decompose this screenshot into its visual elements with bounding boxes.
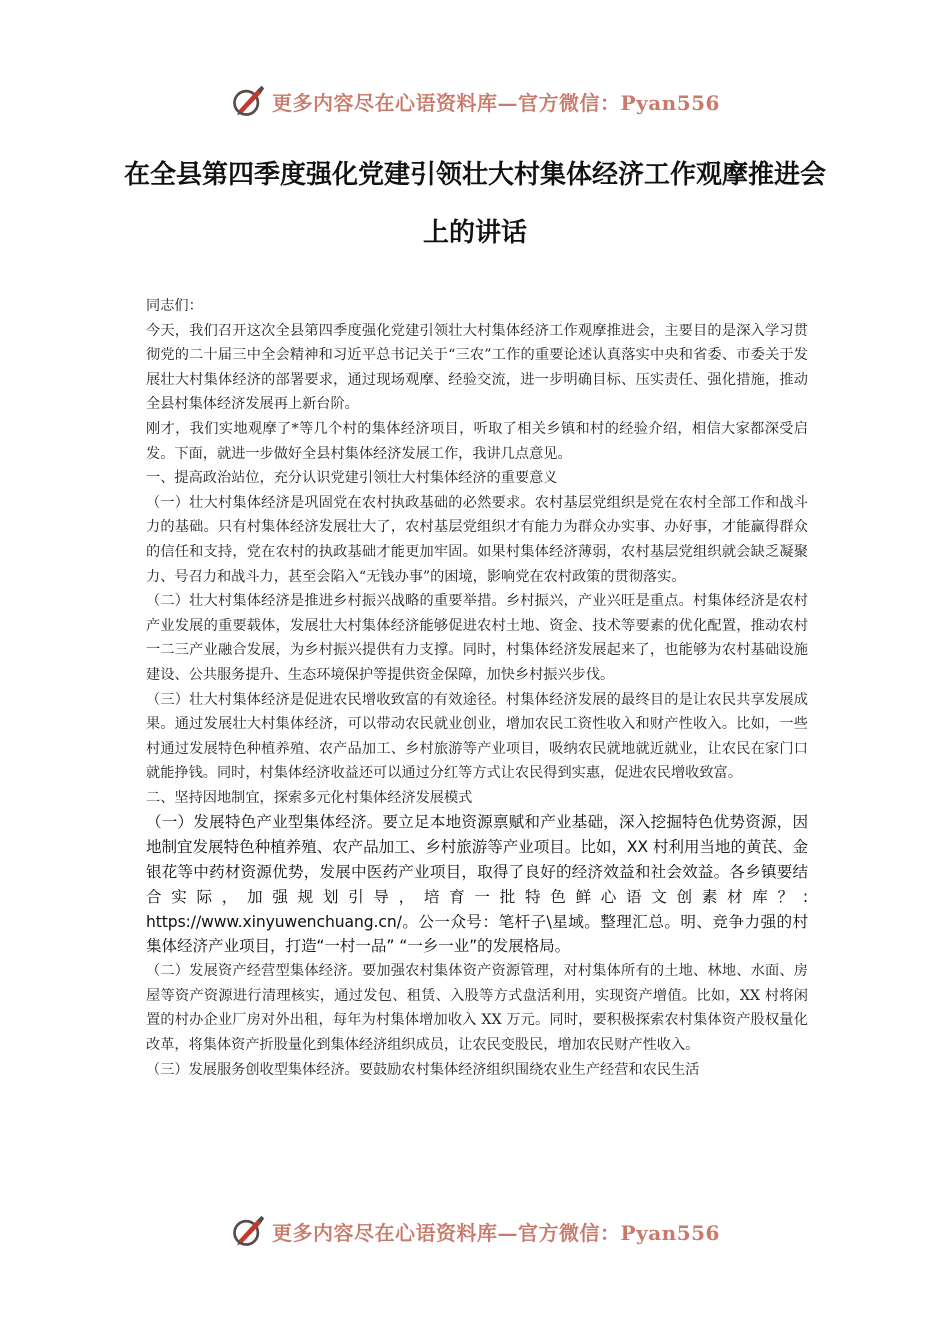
pen-logo-icon [230, 83, 266, 119]
header-watermark-banner [0, 76, 950, 126]
paragraph: （三）发展服务创收型集体经济。要鼓励农村集体经济组织围绕农业生产经营和农民生活 [146, 1061, 700, 1078]
footer-watermark-banner [0, 1206, 950, 1256]
paragraph: 今天，我们召开这次全县第四季度强化党建引领壮大村集体经济工作观摩推进会，主要目的是深入学习贯彻党的二十届三中全会精神和习近平总书记关于“三农”工作的重要论述认真落实中央和省委、市委关于发展壮大村集体经济的部署要求，通过现场观摩、经验交流，进一步明确目标、压实责任、强化措施，推动全县村集体经济发展再上新台阶。 [146, 322, 808, 413]
document-title: 在全县第四季度强化党建引领壮大村集体经济工作观摩推进会上的讲话 [123, 160, 826, 248]
section-heading: 二、坚持因地制宜，探索多元化村集体经济发展模式 [146, 789, 473, 806]
pen-logo-icon [230, 1213, 266, 1249]
watermark-text: 更多内容尽在心语资料库—官方微信：Pyan556 [272, 90, 720, 115]
document-body [146, 294, 808, 1082]
paragraph-highlighted: （一）发展特色产业型集体经济。要立足本地资源禀赋和产业基础，深入挖掘特色优势资源，因地制宜发展特色种植养殖、农产品加工、乡村旅游等产业项目。比如，XX 村利用当地的黄芪、金银花等中药材资源优势，发展中医药产业项目，取得了良好的经济效益和社会效益。各乡镇要结合实际，加强规划引导，培育一批特色鲜心语文创素材库？: https://www.xinyuwenchuang.cn/。公一众号：笔杆子\星域。整理汇总。明、竞争力强的村集体经济产业项目，打造“一村一品” “一乡一业”的发展格局。 [146, 813, 808, 956]
paragraph: 刚才，我们实地观摩了*等几个村的集体经济项目，听取了相关乡镇和村的经验介绍，相信大家都深受启发。下面，就进一步做好全县村集体经济发展工作，我讲几点意见。 [146, 420, 808, 462]
paragraph: （二）壮大村集体经济是推进乡村振兴战略的重要举措。乡村振兴，产业兴旺是重点。村集体经济是农村产业发展的重要载体，发展壮大村集体经济能够促进农村土地、资金、技术等要素的优化配置，推动农村一二三产业融合发展，为乡村振兴提供有力支撑。同时，村集体经济发展起来了，也能够为农村基础设施建设、公共服务提升、生态环境保护等提供资金保障，加快乡村振兴步伐。 [146, 593, 808, 683]
paragraph: （三）壮大村集体经济是促进农民增收致富的有效途径。村集体经济发展的最终目的是让农民共享发展成果。通过发展壮大村集体经济，可以带动农民就业创业，增加农民工资性收入和财产性收入。比如，一些村通过发展特色种植养殖、农产品加工、乡村旅游等产业项目，吸纳农民就地就近就业，让农民在家门口就能挣钱。同时，村集体经济收益还可以通过分红等方式让农民得到实惠，促进农民增收致富。 [146, 691, 808, 782]
salutation: 同志们： [146, 298, 203, 314]
paragraph: （一）壮大村集体经济是巩固党在农村执政基础的必然要求。农村基层党组织是党在农村全部工作和战斗力的基础。只有村集体经济发展壮大了，农村基层党组织才有能力为群众办实事、办好事，才能赢得群众的信任和支持，党在农村的执政基础才能更加牢固。如果村集体经济薄弱，农村基层党组织就会缺乏凝聚力、号召力和战斗力，甚至会陷入“无钱办事”的困境，影响党在农村政策的贯彻落实。 [146, 494, 808, 585]
section-heading: 一、提高政治站位，充分认识党建引领壮大村集体经济的重要意义 [146, 470, 558, 487]
watermark-text: 更多内容尽在心语资料库—官方微信：Pyan556 [272, 1220, 720, 1245]
paragraph: （二）发展资产经营型集体经济。要加强农村集体资产资源管理，对村集体所有的土地、林地、水面、房屋等资产资源进行清理核实，通过发包、租赁、入股等方式盘活利用，实现资产增值。比如，XX 村将闲置的村办企业厂房对外出租，每年为村集体增加收入 XX 万元。同时，要积极探索农村集体资产股权量化改革，将集体资产折股量化到集体经济组织成员，让农民变股民，增加农民财产性收入。 [146, 963, 808, 1054]
